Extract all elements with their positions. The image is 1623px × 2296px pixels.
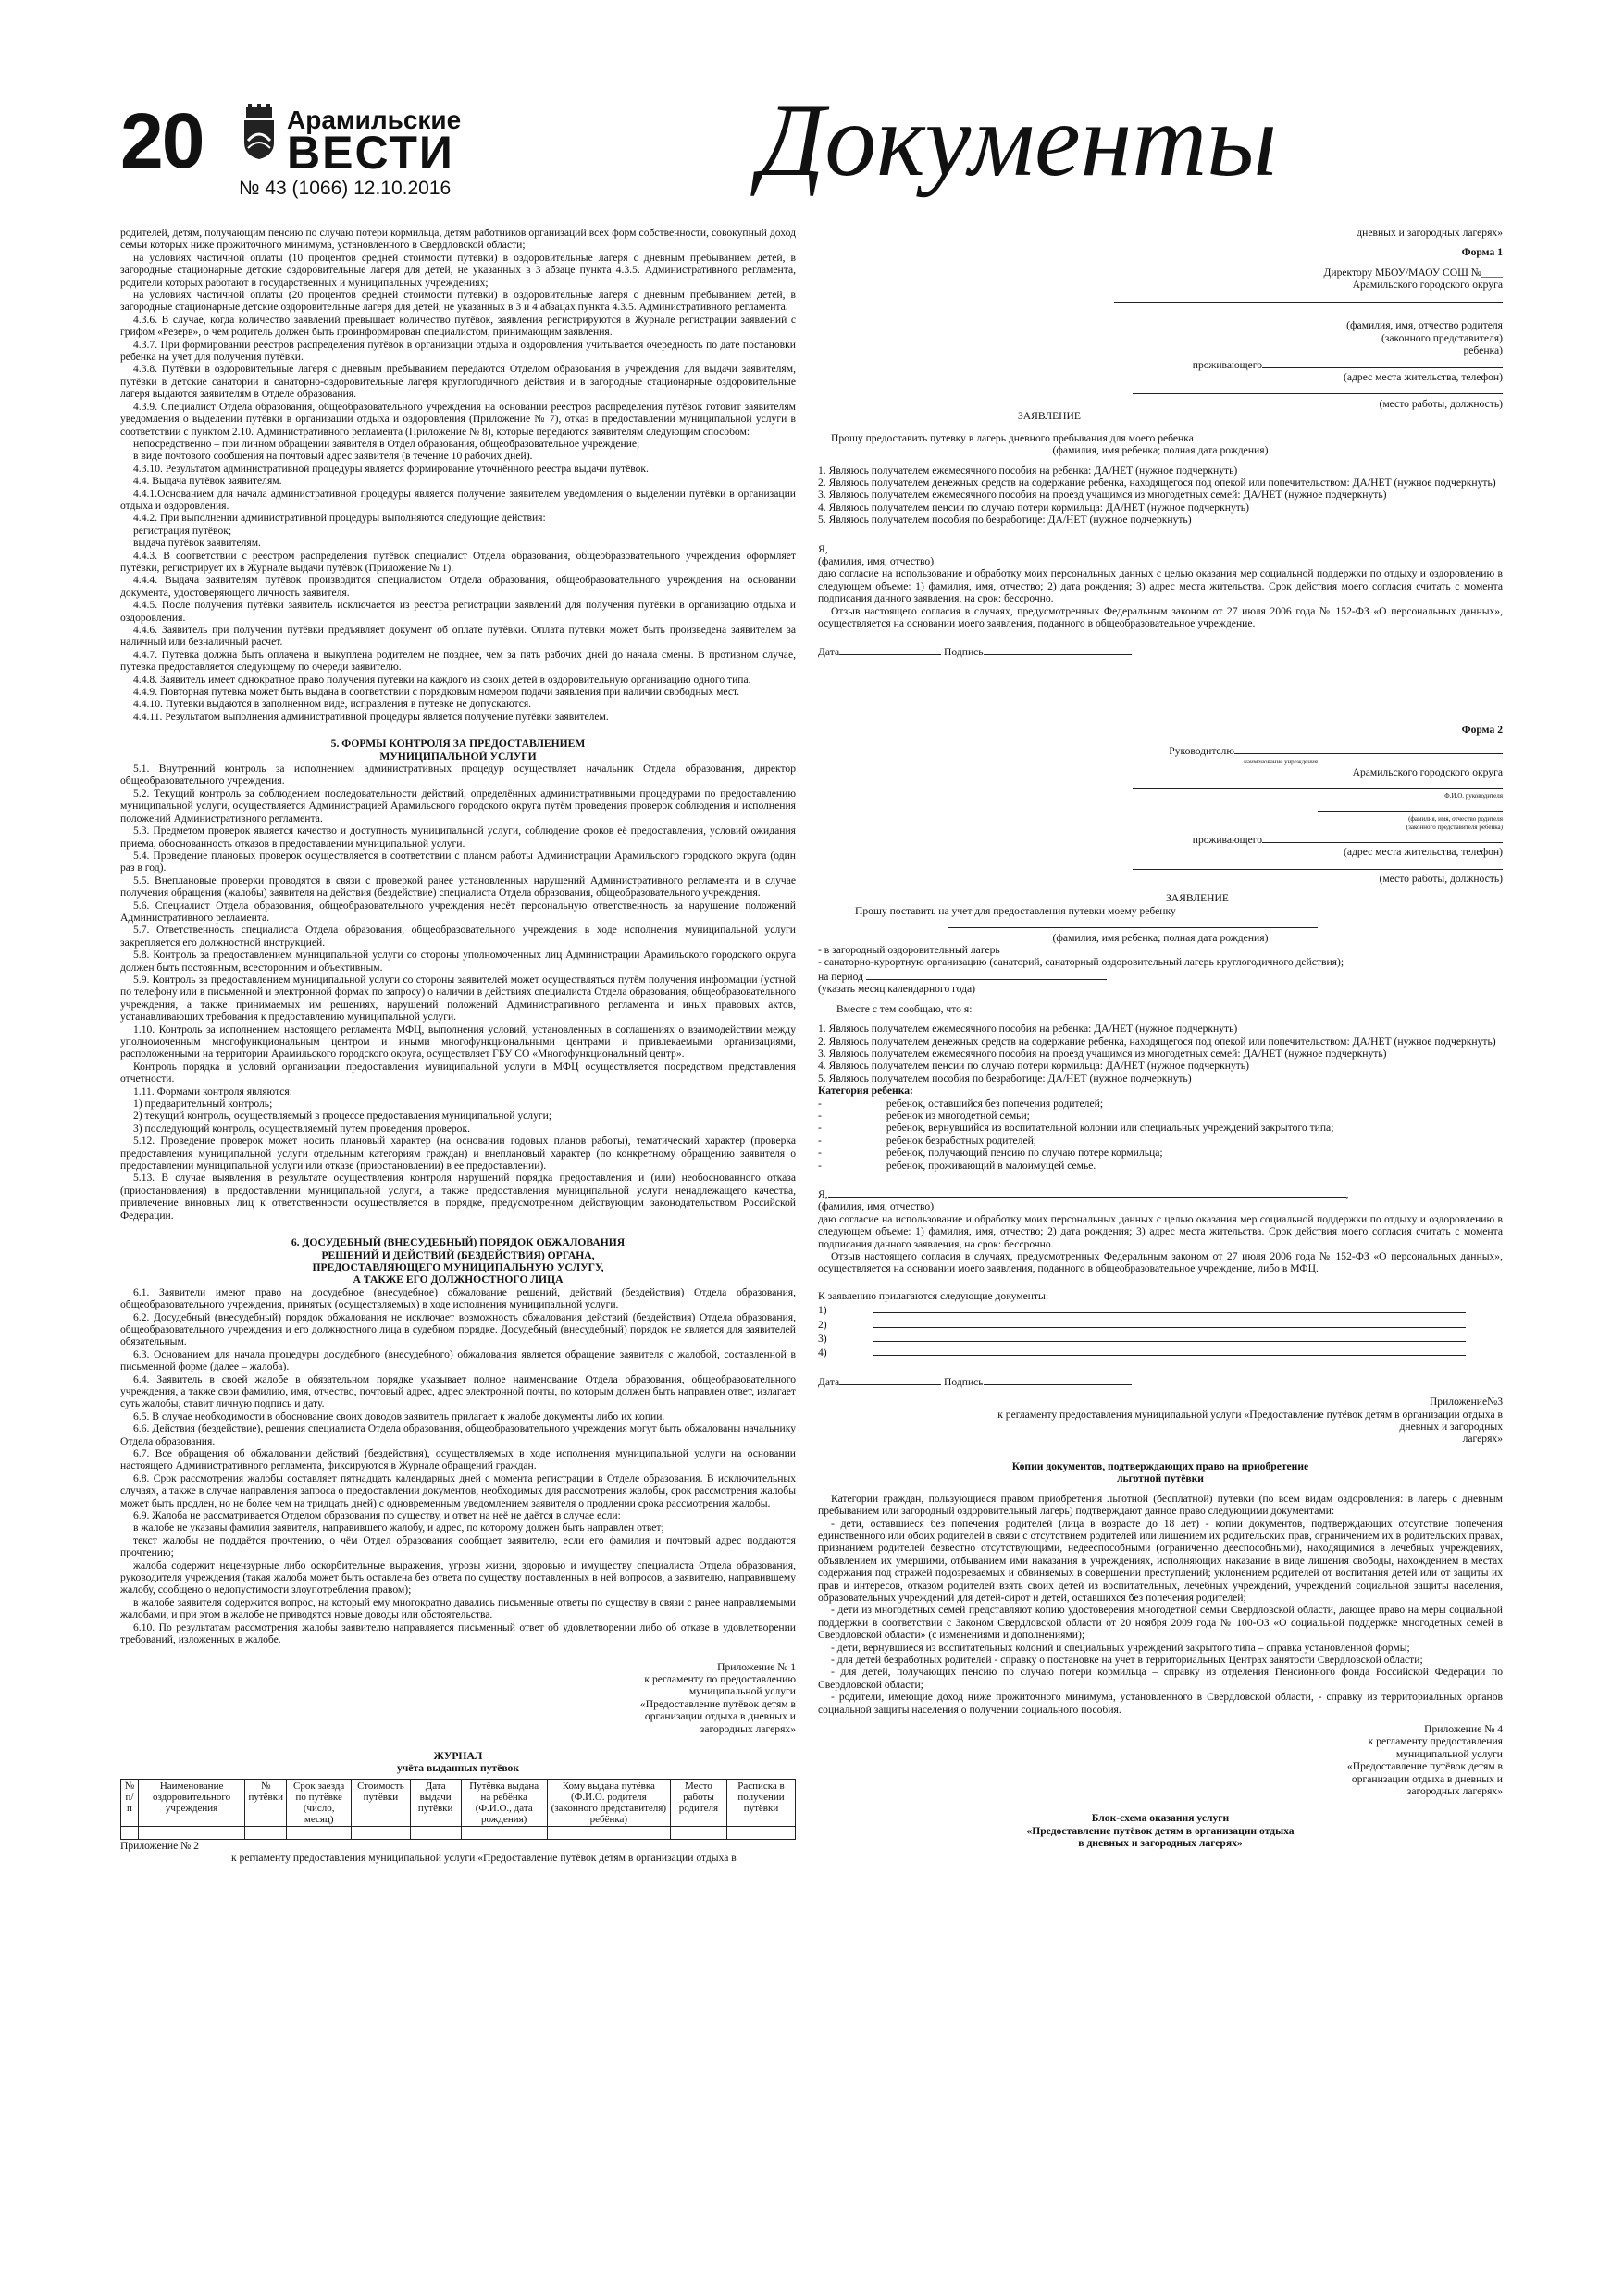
paragraph: 5.13. В случае выявления в результате осуществления контроля нарушений порядка предоставления и (или) необоснованного отказа (приостановления) в предоставлении муниципальной услуги, а также предоставления муниципальной услуги ненадлежащего качества, привлечение виновных лиц к ответственности осуществляется в порядке, предусмотренном действующим законодательством Российской Федерации. [120,1172,796,1222]
paragraph: 6.4. Заявитель в своей жалобе в обязательном порядке указывает полное наименование Отдела образования, общеобразовательного учреждения, а также свои фамилию, имя, отчество, почтовый адрес, адрес электронной почты, по которым должен быть направлен ответ, излагает суть жалобы, ставит личную подпись и дату. [120,1372,796,1410]
appendix-line: к регламенту предоставления [1368,1735,1503,1748]
field-caption: (место работы, должность) [1379,873,1503,886]
paragraph: 6.1. Заявители имеют право на досудебное (внесудебное) обжалование решений, действий (бездействия) Отдела образования, общеобразовательного учреждения, принятых (осуществляемых) в ходе исполнения муниципальной услуги. [120,1285,796,1311]
form-item: 3. Являюсь получателем ежемесячного пособия на проезд учащимся из многодетных семей: ДА/НЕТ (нужное подчеркнуть) [818,1047,1387,1060]
form-2-address-block [818,743,1503,885]
category-item: - ребенок безработных родителей; [818,1134,1037,1147]
revoke-text: Отзыв настоящего согласия в случаях, предусмотренных Федеральным законом от 27 июля 2006 года № 152-ФЗ «О персональных данных», осуществляется на основании моего заявления, поданного в общеобразовательное учреждение, либо в МФЦ. [818,1250,1503,1275]
paragraph: 4.4.2. При выполнении административной процедуры выполняются следующие действия: [133,512,546,525]
form-item: 1. Являюсь получателем ежемесячного пособия на ребенка: ДА/НЕТ (нужное подчеркнуть) [818,1023,1238,1036]
paragraph: в жалобе не указаны фамилия заявителя, направившего жалобу, и адрес, по которому должен быть направлен ответ; [133,1521,664,1534]
blank-line [818,305,1503,319]
application-title: ЗАЯВЛЕНИЕ [1018,410,1081,423]
consent-text: даю согласие на использование и обработку моих персональных данных с целью оказания мер социальной поддержки по отдыху и оздоровлению в следующем объеме: 1) фамилия, имя, отчество; 2) дата рождения; 3) адрес места жительства. Срок действия моего согласия считать с момента подписания данного заявления, на срок: бессрочно. [818,567,1503,605]
ya-caption: (фамилия, имя, отчество) [818,554,935,567]
paragraph: - для детей безработных родителей - справку о постановке на учет в территориальных Центрах занятости Свердловской области; [831,1653,1423,1666]
documents-heading: К заявлению прилагаются следующие документы: [818,1289,1049,1302]
continued-text: дневных и загородных лагерях» [1357,227,1503,239]
application-title: ЗАЯВЛЕНИЕ [1166,892,1229,905]
paragraph: регистрация путёвок; [133,524,232,537]
paragraph: 4.4.4. Выдача заявителям путёвок производится специалистом Отдела образования, общеобразовательного учреждения на основании документа, удостоверяющего личность заявителя. [120,574,796,599]
copies-title: льготной путёвки [1117,1472,1204,1485]
paragraph: 6.6. Действия (бездействие), решения специалиста Отдела образования, общеобразовательного учреждения могут быть обжалованы начальнику Отдела образования. [120,1422,796,1447]
paragraph: 6.3. Основанием для начала процедуры досудебного (внесудебного) обжалования является обращение заявителя с жалобой, составленной в письменной форме (далее – жалоба). [120,1347,796,1373]
appendix-line: муниципальной услуги [1395,1747,1503,1760]
category-heading: Категория ребенка: [818,1085,913,1098]
addressee-org: Арамильского городского округа [1352,279,1503,292]
paragraph: в виде почтового сообщения на почтовый адрес заявителя (в течение 10 рабочих дней). [133,450,533,463]
place-item: - санаторно-курортную организацию (санаторий, санаторный оздоровительный лагерь круглогодичного действия); [818,956,1344,969]
paragraph: в жалобе заявителя содержится вопрос, на который ему многократно давались письменные ответы по существу в связи с ранее направляемыми жалобами, и при этом в жалобе не приводятся новые доводы или обстоятельства. [120,1595,796,1621]
ya-line: Я, , [818,1187,1349,1200]
doc-line: 2) [818,1317,1503,1331]
column-header: Кому выдана путёвка (Ф.И.О. родителя (законного представителя) ребёнка) [547,1779,670,1826]
issue-info: № 43 (1066) 12.10.2016 [239,178,452,199]
paragraph: 4.3.7. При формировании реестров распределения путёвок в организации отдыха и оздоровления учитывается очередность по дате постановки ребенка на учет для получения путёвки. [120,338,796,364]
paragraph: 5.12. Проведение проверок может носить плановый характер (на основании годовых планов работы), тематический характер (проверка предоставления муниципальной услуги отдельным категориям граждан) и внеплановый характер (по конкретному обращению заявителя о предоставлении муниципальной услуги или отказе (приостановлении) в ее предоставлении). [120,1135,796,1173]
paragraph: на условиях частичной оплаты (20 процентов средней стоимости путевки) в оздоровительные лагеря с дневным пребыванием детей, в загородные стационарные детские оздоровительные лагеря для детей, не указанных в 3 и 4 абзацах пункта 4.3.5. Административного регламента. [120,289,796,314]
column-header: Дата выдачи путёвки [410,1779,461,1826]
addressee-org: Арамильского городского округа [1352,765,1503,778]
paragraph: на условиях частичной оплаты (10 процентов средней стоимости путевки) в оздоровительные лагеря с дневным пребыванием детей, в загородные стационарные детские оздоровительные лагеря для детей, не указанных в 3 абзаце пункта 4.3.5. Административного регламента, родители которых работают в государственных и муниципальных учреждениях; [120,251,796,289]
table-row [121,1826,796,1839]
paragraph: 5.4. Проведение плановых проверок осуществляется в соответствии с планом работы Администрации Арамильского городского округа (один раз в год). [120,849,796,875]
paragraph: 5.9. Контроль за предоставлением муниципальной услуги со стороны заявителей может осуществляться путём получения информации (устной по телефону или в письменной и электронной формах по запросу) о наличии в действиях специалиста Отдела образования, общеобразовательного учреждения, а также принимаемых им решениях, нарушений положений Административного регламента и иных правовых актов, устанавливающих требования к предоставлению муниципальной услуги. [120,973,796,1024]
blank-line [818,859,1503,873]
category-item: - ребенок, проживающий в малоимущей семье. [818,1159,1096,1172]
appendix-line: к регламенту предоставления муниципальной услуги «Предоставление путёвок детям в организации отдыха в [997,1408,1503,1421]
paragraph: 1.11. Формами контроля являются: [133,1085,292,1098]
paragraph: Контроль порядка и условий организации предоставления муниципальной услуги в МФЦ осуществляется посредством представления отчетности. [120,1060,796,1086]
paragraph: 4.4.8. Заявитель имеет однократное право получения путевки на каждого из своих детей в оздоровительную организацию одного типа. [133,673,751,686]
column-header: Срок заезда по путёвке (число, месяц) [287,1779,352,1826]
appendix-line: Приложение№3 [1429,1396,1503,1409]
paragraph: 6.8. Срок рассмотрения жалобы составляет пятнадцать календарных дней с момента регистрации в Отделе образования. В исключительных случаях, а также в случае направления запроса о предоставлении документов, необходимых для рассмотрения жалобы, срок рассмотрения жалобы может быть продлен, но не более чем на тридцать дней) с одновременным уведомлением заявителя о продлении срока рассмотрения жалобы. [120,1471,796,1509]
paragraph: 5.2. Текущий контроль за соблюдением последовательности действий, определённых административными процедурами по предоставлению муниципальной услуги, осуществляется Администрацией Арамильского городского округа путём проведения проверок соблюдения и исполнения положений Административного регламента. [120,787,796,825]
blank-line [818,383,1503,397]
appendix-line: «Предоставление путёвок детям в [1346,1760,1503,1773]
paragraph: 6.10. По результатам рассмотрения жалобы заявителю направляется письменный ответ об удовлетворении либо об отказе в удовлетворении требований, изложенных в жалобе. [120,1620,796,1646]
paragraph: 5.3. Предметом проверок является качество и доступность муниципальной услуги, соблюдение сроков её предоставления, условий ожидания приема, обоснованность отказов в предоставлении муниципальной услуги. [120,825,796,850]
paragraph: 6.5. В случае необходимости в обоснование своих доводов заявитель прилагает к жалобе документы либо их копии. [133,1409,665,1422]
section-heading: МУНИЦИПАЛЬНОЙ УСЛУГИ [379,750,537,763]
form-1-label: Форма 1 [1461,246,1503,259]
paragraph: жалоба содержит нецензурные либо оскорбительные выражения, угрозы жизни, здоровью и имуществу специалиста Отдела образования, руководителя учреждения (такая жалоба может быть оставлена без ответа по существу поставленных в ней вопросов, а заявителю, направившему жалобу, сообщено о недопустимости злоупотребления правом); [120,1558,796,1596]
consent-text: даю согласие на использование и обработку моих персональных данных с целью оказания мер социальной поддержки по отдыху и оздоровлению в следующем объеме: 1) фамилия, имя, отчество; 2) дата рождения; 3) адрес места жительства. Срок действия моего согласия считать с момента подписания данного заявления, на срок: бессрочно. [818,1212,1503,1250]
field-caption: (законного представителя ребенка) [1406,823,1503,831]
date-sign-line: Дата Подпись [818,1374,1503,1388]
paragraph: 4.3.6. В случае, когда количество заявлений превышает количество путёвок, заявления регистрируются в Журнале регистрации заявлений с грифом «Резерв», о чем родитель должен быть проинформирован специалистом, принимающим заявления. [120,313,796,339]
revoke-text: Отзыв настоящего согласия в случаях, предусмотренных Федеральным законом от 27 июля 2006 года № 152-ФЗ «О персональных данных», осуществляется на основании моего заявления, поданного в общеобразовательное учреждение. [818,604,1503,629]
blank-line [818,778,1503,792]
column-header: Расписка в получении путёвки [726,1779,795,1826]
blank-line [818,292,1503,305]
section-heading: ПРЕДОСТАВЛЯЮЩЕГО МУНИЦИПАЛЬНУЮ УСЛУГУ, [312,1260,604,1273]
appendix-line: дневных и загородных [1399,1421,1503,1433]
paragraph: родителей, детям, получающим пенсию по случаю потери кормильца, детям работников организаций всех форм собственности, совокупный доход семьи которых ниже прожиточного минимума, установленного в Свердловской области; [120,227,796,252]
paragraph: 4.3.9. Специалист Отдела образования, общеобразовательного учреждения на основании реестров распределения путёвок готовит заявителям уведомления о выделении путёвки в организации отдыха и оздоровления (Приложение № 7), отказ в предоставлении муниципальной услуги в соответствии с пунктом 2.10. Административного регламента (Приложение № 8), которые передаются заявителям следующим способом: [120,400,796,438]
journal-table [120,1779,796,1840]
paragraph: 5.1. Внутренний контроль за исполнением административных процедур осуществляет начальник Отдела образования, директор общеобразовательного учреждения. [120,763,796,788]
form-1-address-block [818,267,1503,410]
appendix-line: Приложение № 4 [1424,1723,1503,1735]
appendix-2-label: Приложение № 2 [120,1839,199,1852]
paragraph: 4.4.7. Путевка должна быть оплачена и выкуплена родителем не позднее, чем за пять рабочих дней до начала смены. В противном случае, путевка предоставляется следующему по очереди заявителю. [120,648,796,674]
date-sign-line: Дата Подпись [818,644,1503,658]
form-item: 4. Являюсь получателем пенсии по случаю потери кормильца: ДА/НЕТ (нужное подчеркнуть) [818,1060,1249,1073]
place-item: (указать месяц календарного года) [818,983,975,996]
appendix-line: загородных лагерях» [1406,1785,1503,1798]
paragraph: - дети из многодетных семей представляют копию удостоверения многодетной семьи Свердловской области, дающее право на меры социальной поддержки в соответствии с Законом Свердловской области от 20 ноября 2009 года № 100-ОЗ «О социальной поддержке многодетных семей в Свердловской области» (с изменениями и дополнениями); [818,1604,1503,1642]
field-caption: (место работы, должность) [1379,397,1503,410]
ya-caption: (фамилия, имя, отчество) [818,1200,935,1213]
form-item: 2. Являюсь получателем денежных средств на содержание ребенка, находящегося под опекой или попечительством: ДА/НЕТ (нужное подчеркнуть) [818,1035,1496,1048]
brand-bottom: ВЕСТИ [287,127,454,179]
paragraph: 4.4.6. Заявитель при получении путёвки предъявляет документ об оплате путёвки. Оплата путевки может быть произведена заявителем за наличный или безналичный расчет. [120,624,796,649]
field-caption: ребенка) [1463,344,1503,357]
section-title: Документы [759,83,1278,198]
paragraph: 1.10. Контроль за исполнением настоящего регламента МФЦ, выполнения условий, установленных в соглашениях о взаимодействии между уполномоченным многофункциональным центром и иными многофункциональными центрами и привлекаемыми организациями, расположенными на территории Арамильского городского округа, осуществляет ГБУ СО «Многофункциональный центр». [120,1023,796,1061]
paragraph: 4.3.10. Результатом административной процедуры является формирование уточнённого реестра выдачи путёвок. [133,462,649,475]
column-header: Место работы родителя [670,1779,726,1826]
place-item: - в загородный оздоровительный лагерь [818,944,1000,957]
column-header: Путёвка выдана на ребёнка (Ф.И.О., дата рождения) [461,1779,547,1826]
page-header [120,83,1508,208]
blank-line [818,800,1503,814]
form-item: 2. Являюсь получателем денежных средств на содержание ребенка, находящегося под опекой или попечительством: ДА/НЕТ (нужное подчеркнуть) [818,476,1496,489]
appendix-2-text: к регламенту предоставления муниципальной услуги «Предоставление путёвок детям в организации отдыха в [231,1852,737,1865]
coat-of-arms-icon [239,104,279,161]
table-header-row [121,1779,796,1826]
right-column [818,227,1503,1850]
paragraph: 6.7. Все обращения об обжаловании действий (бездействия), осуществляемых в ходе исполнения муниципальной услуги на основании настоящего Административного регламента, фиксируются в Журнале обращений граждан. [120,1447,796,1472]
field-caption: (законного представителя) [1381,331,1503,344]
form-item: 4. Являюсь получателем пенсии по случаю потери кормильца: ДА/НЕТ (нужное подчеркнуть) [818,501,1249,514]
field-caption: наименование учреждения [1244,757,1318,765]
appendix-line: муниципальной услуги [688,1685,796,1698]
form-2-label: Форма 2 [1461,723,1503,736]
column-header: № путёвки [245,1779,287,1826]
paragraph: 2) текущий контроль, осуществляемый в процессе предоставления муниципальной услуги; [133,1110,552,1123]
appendix-line: к регламенту по предоставлению [644,1672,796,1685]
paragraph: 5.6. Специалист Отдела образования, общеобразовательного учреждения несёт персональную ответственность за нарушение положений Административного регламента. [120,899,796,924]
section-heading: А ТАКЖЕ ЕГО ДОЛЖНОСТНОГО ЛИЦА [353,1273,564,1286]
field-caption: (фамилия, имя, отчество родителя [1408,814,1503,823]
paragraph: 4.3.8. Путёвки в оздоровительные лагеря с дневным пребыванием передаются Отделом образования в учреждения для выдачи заявителям, путёвки в детские санатории и санаторно-оздоровительные лагеря круглогодичного действия и в загородные стационарные оздоровительные лагеря выдаются заявителям в Отделе образования. [120,363,796,401]
left-column [120,227,796,1865]
section-heading: 6. ДОСУДЕБНЫЙ (ВНЕСУДЕБНЫЙ) ПОРЯДОК ОБЖАЛОВАНИЯ [291,1236,626,1249]
paragraph: - дети, вернувшиеся из воспитательных колоний и специальных учреждений закрытого типа – справка установленной формы; [831,1641,1410,1654]
request-line: Прошу предоставить путевку в лагерь дневного пребывания для моего ребенка [818,430,1503,444]
living-line: проживающего [818,357,1503,371]
block-scheme-title: Блок-схема оказания услуги [1091,1812,1230,1825]
doc-line: 4) [818,1345,1503,1359]
paragraph: 4.4.9. Повторная путевка может быть выдана в соответствии с порядковым номером подачи заявления при наличии свободных мест. [133,686,740,699]
paragraph: 6.9. Жалоба не рассматривается Отделом образования по существу, и ответ на неё не даётся в случае если: [133,1509,621,1522]
paragraph: 4.4.5. После получения путёвки заявитель исключается из реестра регистрации заявлений для получения путёвки в организацию отдыха и оздоровления. [120,599,796,624]
appendix-line: «Предоставление путёвок детям в [639,1697,796,1710]
appendix-line: организации отдыха в дневных и [1351,1772,1503,1785]
child-caption: (фамилия, имя ребенка; полная дата рождения) [1052,931,1269,944]
paragraph: 5.8. Контроль за предоставлением муниципальной услуги со стороны уполномоченных лиц Администрации Арамильского городского округа должен быть постоянным, всесторонним и объективным. [120,949,796,974]
paragraph: - дети, оставшиеся без попечения родителей (лица в возрасте до 18 лет) - копии документов, подтверждающих отсутствие попечения единственного или обоих родителей в связи с отсутствием родителей или лишением их родительских прав, ограничением их в родительских правах, признанием родителей безвестно отсутствующими, недееспособными (ограниченно дееспособными), находящимися в лечебных учреждениях, объявлением их умершими, отбыванием ими наказания в учреждениях, исполняющих наказание в виде лишения свободы, нахождением в местах содержания под стражей подозреваемых и обвиняемых в совершении преступлений; уклонением родителей от воспитания детей или от защиты их прав и интересов, отказом родителей взять своих детей из воспитательных, лечебных учреждений, учреждений социальной защиты населения, образовательных учреждений для детей-сирот и детей, оставшихся без попечения родителей; [818,1517,1503,1604]
paragraph: Категории граждан, пользующиеся правом приобретения льготной (бесплатной) путевки (по всем видам оздоровления: в лагерь с дневным пребыванием или загородный оздоровительный лагерь) подтверждают данное право следующими документами: [818,1492,1503,1518]
appendix-3-note [818,1396,1503,1446]
field-caption: (фамилия, имя, отчество родителя [1346,319,1503,332]
category-item: - ребенок, оставшийся без попечения родителей; [818,1097,1104,1110]
copies-title: Копии документов, подтверждающих право на приобретение [1011,1459,1309,1472]
place-item: на период [818,969,1503,983]
appendix-line: лагерях» [1462,1433,1503,1446]
journal-subtitle: учёта выданных путёвок [396,1762,520,1775]
paragraph: 4.4.3. В соответствии с реестром распределения путёвок специалист Отдела образования, общеобразовательного учреждения оформляет путёвки, регистрирует их в Журнале выдачи путёвок (Приложение № 1). [120,549,796,574]
page-number: 20 [120,97,204,184]
paragraph: непосредственно – при личном обращении заявителя в Отдел образования, общеобразовательное учреждение; [133,437,640,450]
child-caption: (фамилия, имя ребенка; полная дата рождения) [1052,444,1269,457]
category-item: - ребенок, вернувшийся из воспитательной колонии или специальных учреждений закрытого типа; [818,1122,1334,1135]
form-item: 3. Являюсь получателем ежемесячного пособия на проезд учащимся из многодетных семей: ДА/НЕТ (нужное подчеркнуть) [818,489,1387,502]
section-heading: 5. ФОРМЫ КОНТРОЛЯ ЗА ПРЕДОСТАВЛЕНИЕМ [330,738,586,751]
block-scheme-title: в дневных и загородных лагерях» [1078,1837,1243,1850]
paragraph: 4.4.1.Основанием для начала административной процедуры является получение заявителем уведомления о выделении путёвки в организации отдыха и оздоровления. [120,487,796,512]
appendix-line: Приложение № 1 [717,1660,796,1673]
column-header: Стоимость путёвки [352,1779,411,1826]
field-caption: (адрес места жительства, телефон) [1344,371,1503,384]
paragraph: 3) последующий контроль, осуществляемый путем проведения проверок. [133,1122,470,1135]
paragraph: 5.5. Внеплановые проверки проводятся в связи с проверкой ранее установленных нарушений Административного регламента и в случае получения обращения (жалобы) заявителя на действия (бездействие) специалиста Отдела образования, общеобразовательного учреждения. [120,874,796,900]
living-line: проживающего [818,832,1503,846]
also-text: Вместе с тем сообщаю, что я: [836,1002,973,1015]
journal-title: ЖУРНАЛ [433,1749,483,1762]
paragraph: 4.4.11. Результатом выполнения административной процедуры является получение путёвки заявителем. [133,710,609,723]
appendix-1-note [120,1661,796,1735]
brand-top: Арамильские [287,105,462,134]
paragraph: 4.4. Выдача путёвок заявителям. [133,475,282,488]
blank-line [818,917,1503,931]
addressee: Директору МБОУ/МАОУ СОШ №____ [1323,266,1503,279]
column-header: № п/п [121,1779,139,1826]
form-item: 5. Являюсь получателем пособия по безработице: ДА/НЕТ (нужное подчеркнуть) [818,514,1192,527]
appendix-line: загородных лагерях» [700,1722,796,1735]
block-scheme-title: «Предоставление путёвок детям в организации отдыха [1026,1824,1295,1837]
field-caption: Ф.И.О. руководителя [1444,792,1503,800]
paragraph: 5.7. Ответственность специалиста Отдела образования, общеобразовательного учреждения в ходе исполнения муниципальной услуги закрепляется его должностной инструкцией. [120,924,796,949]
section-heading: РЕШЕНИЙ И ДЕЙСТВИЙ (БЕЗДЕЙСТВИЯ) ОРГАНА, [321,1248,595,1261]
paragraph: 4.4.10. Путевки выдаются в заполненном виде, исправления в путевке не допускаются. [133,698,532,711]
head-line: Руководителю [818,743,1503,757]
form-item: 1. Являюсь получателем ежемесячного пособия на ребенка: ДА/НЕТ (нужное подчеркнуть) [818,464,1238,477]
paragraph: 6.2. Досудебный (внесудебный) порядок обжалования не исключает возможность обжалования действий (бездействия) Отдела образования, общеобразовательного учреждения и его должностного лица в судебном порядке. Досудебный (внесудебный) порядок не является для заявителей обязательным. [120,1310,796,1348]
column-header: Наименование оздоровительного учреждения [139,1779,245,1826]
paragraph: - для детей, получающих пенсию по случаю потери кормильца – справку из отделения Пенсионного фонда Российской Федерации по Свердловской области; [818,1666,1503,1691]
request-line: Прошу поставить на учет для предоставления путевки моему ребенку [855,904,1176,917]
paragraph: выдача путёвок заявителям. [133,537,261,550]
appendix-4-note [818,1723,1503,1797]
doc-line: 3) [818,1331,1503,1345]
paragraph: текст жалобы не поддаётся прочтению, о чём Отдел образования сообщает заявителю, если его фамилия и почтовый адрес поддаются прочтению; [120,1533,796,1559]
form-item: 5. Являюсь получателем пособия по безработице: ДА/НЕТ (нужное подчеркнуть) [818,1072,1192,1085]
category-item: - ребенок из многодетной семьи; [818,1109,1030,1122]
category-item: - ребенок, получающий пенсию по случаю потере кормильца; [818,1147,1163,1160]
doc-line: 1) [818,1302,1503,1316]
paragraph: - родители, имеющие доход ниже прожиточного минимума, установленного в Свердловской области, - справку из территориальных органов социальной защиты населения о получении социального пособия. [818,1691,1503,1716]
appendix-line: организации отдыха в дневных и [644,1710,796,1723]
paragraph: 1) предварительный контроль; [133,1098,273,1111]
field-caption: (адрес места жительства, телефон) [1344,846,1503,859]
ya-line: Я, [818,541,1503,555]
